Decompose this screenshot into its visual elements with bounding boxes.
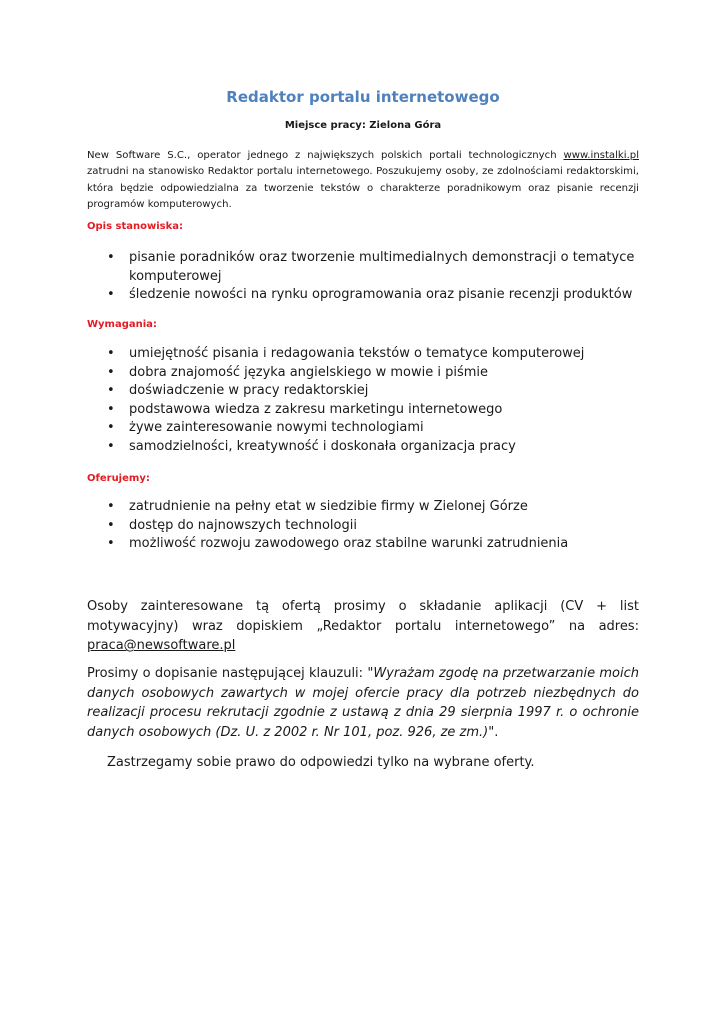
list-item: • możliwość rozwoju zawodowego oraz stabilne warunki zatrudnienia (107, 535, 647, 554)
list-item: • dostęp do najnowszych technologii (107, 517, 647, 536)
list-item: • umiejętność pisania i redagowania tekstów o tematyce komputerowej (107, 345, 647, 364)
clause-end: . (494, 724, 499, 740)
reserve-paragraph: Zastrzegamy sobie prawo do odpowiedzi tylko na wybrane oferty. (107, 755, 535, 770)
wymagania-list (107, 345, 647, 457)
clause-intro: Prosimy o dopisanie następującej klauzuli: (87, 666, 368, 681)
job-location: Miejsce pracy: Zielona Góra (284, 120, 442, 131)
list-item: • śledzenie nowości na rynku oprogramowania oraz pisanie recenzji produktów (107, 286, 647, 305)
page-title: Redaktor portalu internetowego (226, 88, 500, 106)
oferujemy-list (107, 498, 647, 554)
list-item: • doświadczenie w pracy redaktorskiej (107, 382, 647, 401)
section-heading-opis: Opis stanowiska: (87, 221, 184, 232)
intro-text-before: New Software S.C., operator jednego z największych polskich portali technologicznych (87, 150, 564, 161)
list-item: • żywe zainteresowanie nowymi technologiami (107, 419, 647, 438)
clause-quote: "Wyrażam zgodę na przetwarzanie moich danych osobowych zawartych w mojej ofercie pracy dla potrzeb niezbędnych do realizacji procesu rekrutacji zgodnie z ustawą z dnia 29 sierpnia 1997 r. o ochronie danych osobowych (Dz. U. z 2002 r. Nr 101, poz. 926, ze zm.)" (87, 666, 639, 740)
apply-paragraph (87, 597, 639, 656)
opis-list (107, 249, 647, 305)
section-heading-wymagania: Wymagania: (87, 319, 157, 330)
apply-text: Osoby zainteresowane tą ofertą prosimy o składanie aplikacji (CV + list motywacyjny) wraz dopiskiem „Redaktor portalu internetowego” na adres: (87, 599, 639, 634)
intro-text-after: zatrudni na stanowisko Redaktor portalu internetowego. Poszukujemy osoby, ze zdolnościami redaktorskimi, która będzie odpowiedzialna za tworzenie tekstów o charakterze poradnikowym oraz pisanie recenzji programów komputerowych. (87, 166, 639, 211)
instalki-link[interactable]: www.instalki.pl (563, 150, 639, 161)
email-link[interactable]: praca@newsoftware.pl (87, 638, 236, 654)
list-item: • samodzielności, kreatywność i doskonała organizacja pracy (107, 438, 647, 457)
intro-paragraph (87, 148, 639, 214)
clause-paragraph (87, 664, 639, 742)
list-item: • pisanie poradników oraz tworzenie multimedialnych demonstracji o tematyce komputerowej (107, 249, 647, 286)
list-item: • dobra znajomość języka angielskiego w mowie i piśmie (107, 364, 647, 383)
section-heading-oferujemy: Oferujemy: (87, 473, 150, 484)
list-item: • zatrudnienie na pełny etat w siedzibie firmy w Zielonej Górze (107, 498, 647, 517)
list-item: • podstawowa wiedza z zakresu marketingu internetowego (107, 401, 647, 420)
